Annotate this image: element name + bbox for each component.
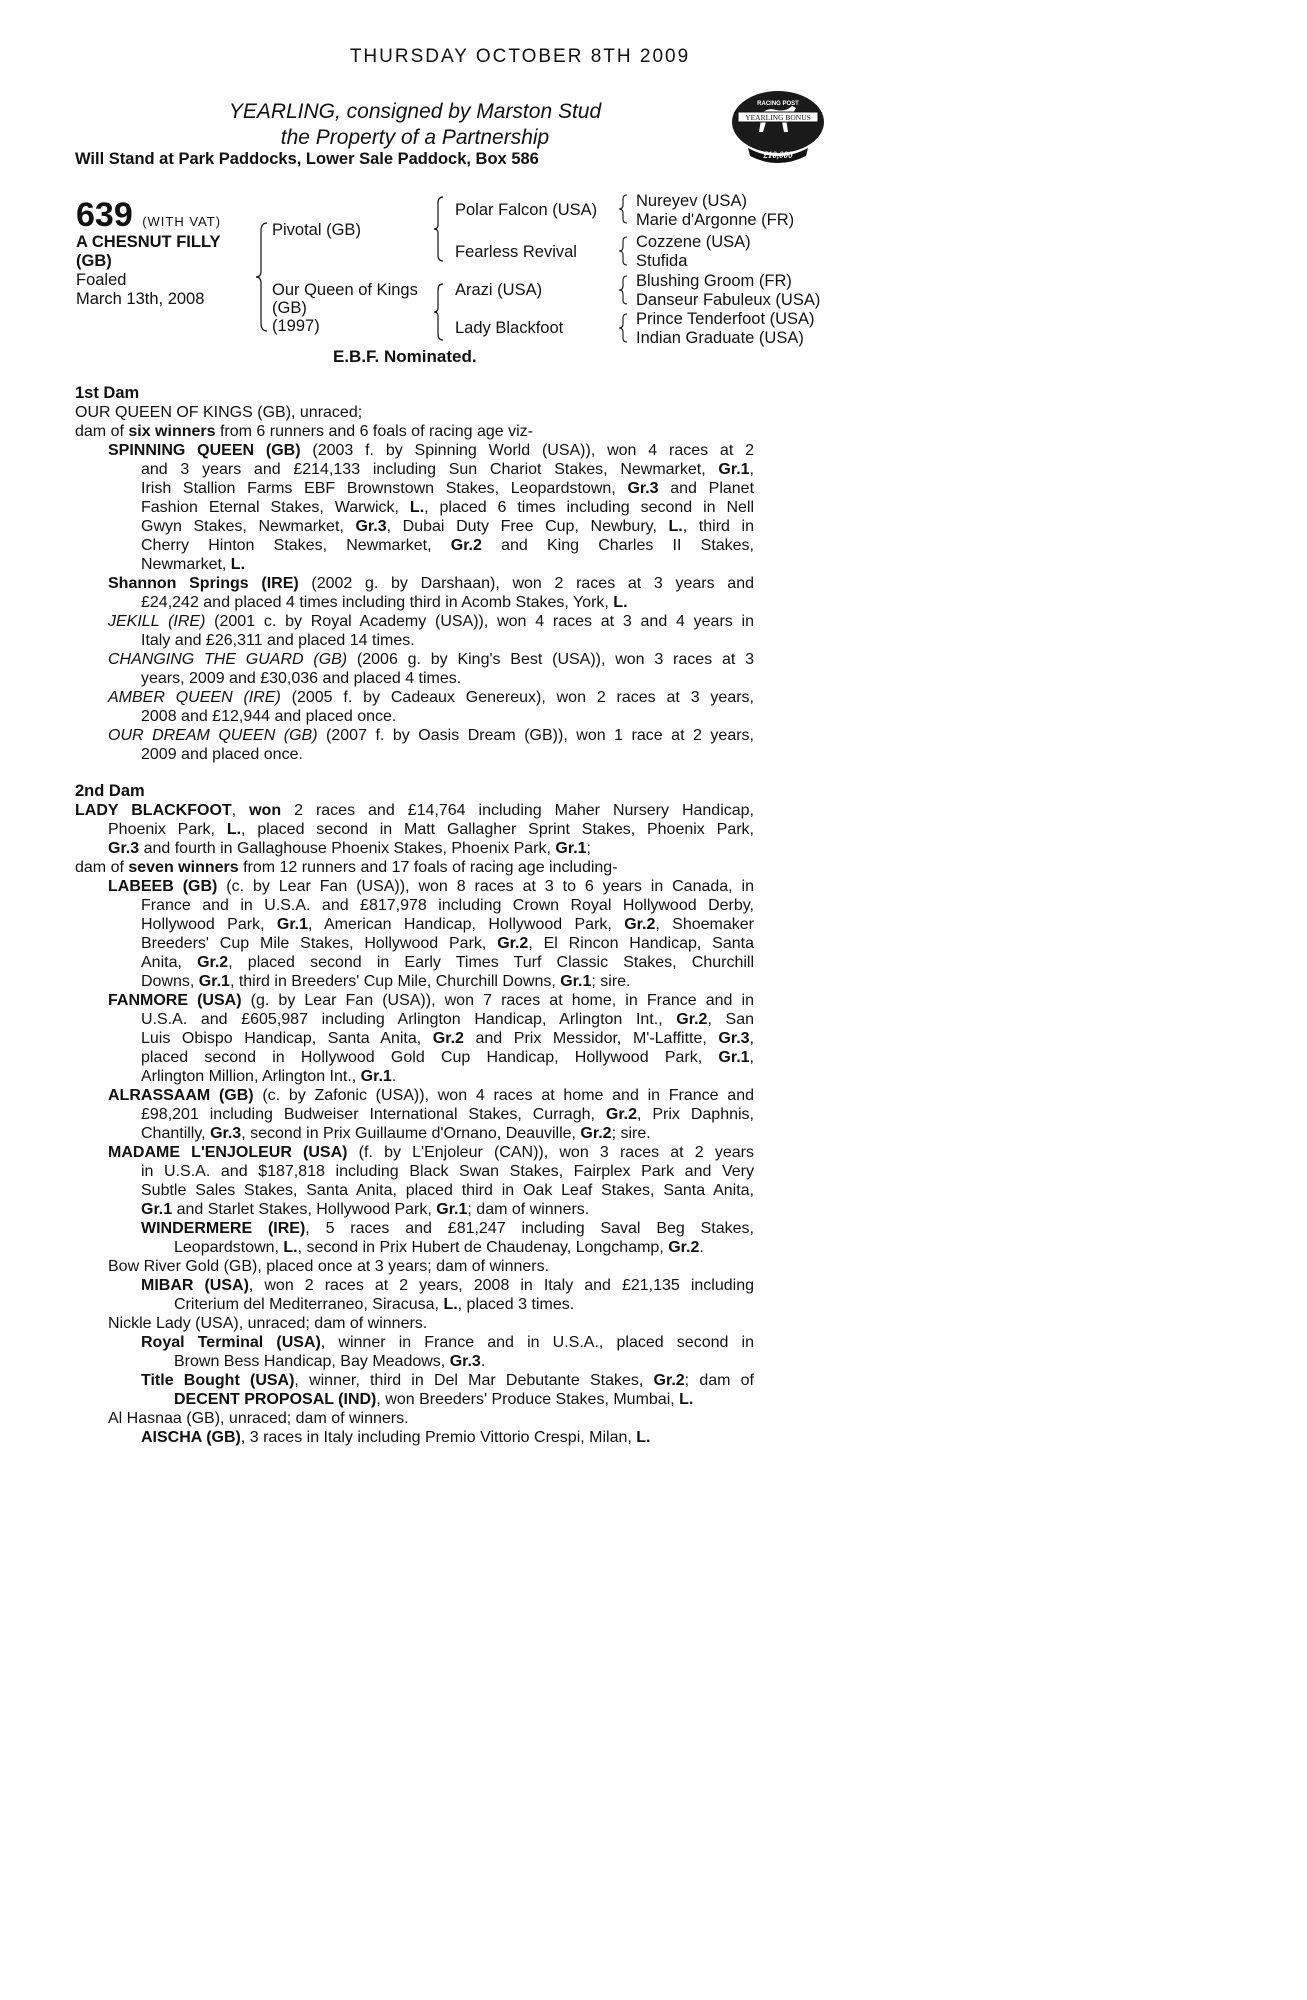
record-line: Chantilly, Gr.3, second in Prix Guillaume d'Ornano, Deauville, Gr.2; sire.: [141, 1125, 651, 1142]
record-line: DECENT PROPOSAL (IND), won Breeders' Produce Stakes, Mumbai, L.: [174, 1391, 694, 1408]
produce-line: £24,242 and placed 4 times including third in Acomb Stakes, York, L.: [141, 594, 628, 611]
record-line: Leopardstown, L., second in Prix Hubert de Chaudenay, Longchamp, Gr.2.: [174, 1239, 704, 1256]
record-line: Phoenix Park, L., placed second in Matt Gallagher Sprint Stakes, Phoenix Park,: [108, 821, 754, 838]
vat-note: (WITH VAT): [142, 214, 222, 229]
produce-line: Newmarket, L.: [141, 556, 246, 573]
sire-dam: Fearless Revival: [455, 243, 577, 261]
badge-middle-text: YEARLING BONUS: [745, 113, 811, 122]
produce-line: Cherry Hinton Stakes, Newmarket, Gr.2 and King Charles II Stakes,: [141, 537, 755, 554]
record-line: U.S.A. and £605,987 including Arlington Handicap, Arlington Int., Gr.2, San: [141, 1011, 755, 1028]
produce-line: OUR DREAM QUEEN (GB) (2007 f. by Oasis Dream (GB)), won 1 race at 2 years,: [108, 727, 755, 744]
record-line: Hollywood Park, Gr.1, American Handicap, Hollywood Park, Gr.2, Shoemaker: [141, 916, 754, 933]
record-line: Title Bought (USA), winner, third in Del Mar Debutante Stakes, Gr.2; dam of: [141, 1372, 754, 1389]
produce-line: years, 2009 and £30,036 and placed 4 times.: [141, 670, 462, 687]
sire: Pivotal (GB): [272, 221, 361, 239]
sale-date: THURSDAY OCTOBER 8TH 2009: [349, 46, 691, 67]
record-line: Bow River Gold (GB), placed once at 3 years; dam of winners.: [108, 1258, 550, 1275]
dam-country: (GB): [272, 299, 307, 317]
record-line: LABEEB (GB) (c. by Lear Fan (USA)), won 8 races at 3 to 6 years in Canada, in: [108, 878, 754, 895]
produce-line: 2009 and placed once.: [141, 746, 303, 763]
first-dam-line: OUR QUEEN OF KINGS (GB), unraced;: [75, 404, 363, 421]
produce-line: Shannon Springs (IRE) (2002 g. by Darshaan), won 2 races at 3 years and: [108, 575, 754, 592]
record-line: WINDERMERE (IRE), 5 races and £81,247 including Saval Beg Stakes,: [141, 1220, 754, 1237]
record-line: placed second in Hollywood Gold Cup Handicap, Hollywood Park, Gr.1,: [141, 1049, 754, 1066]
produce-line: JEKILL (IRE) (2001 c. by Royal Academy (USA)), won 4 races at 3 and 4 years in: [108, 613, 755, 630]
second-dam-heading: 2nd Dam: [75, 782, 145, 800]
record-line: Gr.1 and Starlet Stakes, Hollywood Park, Gr.1; dam of winners.: [141, 1201, 590, 1218]
record-line: Nickle Lady (USA), unraced; dam of winners.: [108, 1315, 428, 1332]
sire-sire: Polar Falcon (USA): [455, 201, 598, 219]
record-line: £98,201 including Budweiser International Stakes, Curragh, Gr.2, Prix Daphnis,: [141, 1106, 754, 1123]
record-line: Breeders' Cup Mile Stakes, Hollywood Park, Gr.2, El Rincon Handicap, Santa: [141, 935, 754, 952]
record-line: in U.S.A. and $187,818 including Black Swan Stakes, Fairplex Park and Very: [141, 1163, 754, 1180]
dam-dam: Lady Blackfoot: [455, 319, 564, 337]
record-line: Arlington Million, Arlington Int., Gr.1.: [141, 1068, 397, 1085]
record-line: AISCHA (GB), 3 races in Italy including Premio Vittorio Crespi, Milan, L.: [141, 1429, 651, 1446]
lot-name: A CHESNUT FILLY: [76, 233, 221, 251]
pedigree-brace-2: [617, 234, 631, 270]
record-line: MADAME L'ENJOLEUR (USA) (f. by L'Enjoleur (CAN)), won 3 races at 2 years: [108, 1144, 754, 1161]
lot-number: 639 (WITH VAT): [76, 196, 222, 234]
dds: Prince Tenderfoot (USA): [636, 310, 815, 328]
consigned-line: YEARLING, consigned by Marston Stud: [228, 100, 602, 123]
first-dam-produce-summary: dam of six winners from 6 runners and 6 foals of racing age viz-: [75, 423, 534, 440]
ddd: Indian Graduate (USA): [636, 329, 804, 347]
lot-name-suffix: (GB): [76, 252, 112, 270]
produce-line: Irish Stallion Farms EBF Brownstown Stakes, Leopardstown, Gr.3 and Planet: [141, 480, 755, 497]
record-line: Downs, Gr.1, third in Breeders' Cup Mile, Churchill Downs, Gr.1; sire.: [141, 973, 631, 990]
produce-line: AMBER QUEEN (IRE) (2005 f. by Cadeaux Genereux), won 2 races at 3 years,: [108, 689, 755, 706]
ebf-note: E.B.F. Nominated.: [333, 347, 477, 366]
pedigree-brace-dam: [432, 280, 448, 344]
produce-line: 2008 and £12,944 and placed once.: [141, 708, 397, 725]
record-line: Criterium del Mediterraneo, Siracusa, L., placed 3 times.: [174, 1296, 575, 1313]
sss: Nureyev (USA): [636, 192, 747, 210]
dam-year: (1997): [272, 317, 320, 335]
record-line: Gr.3 and fourth in Gallaghouse Phoenix Stakes, Phoenix Park, Gr.1;: [108, 840, 591, 857]
record-line: Brown Bess Handicap, Bay Meadows, Gr.3.: [174, 1353, 486, 1370]
record-line: Luis Obispo Handicap, Santa Anita, Gr.2 and Prix Messidor, M'-Laffitte, Gr.3,: [141, 1030, 754, 1047]
property-line: the Property of a Partnership: [280, 126, 550, 149]
will-stand-line: Will Stand at Park Paddocks, Lower Sale Paddock, Box 586: [75, 150, 539, 168]
yearling-bonus-badge: [730, 90, 826, 166]
produce-line: SPINNING QUEEN (GB) (2003 f. by Spinning World (USA)), won 4 races at 2: [108, 442, 754, 459]
record-line: Royal Terminal (USA), winner in France and in U.S.A., placed second in: [141, 1334, 754, 1351]
record-line: FANMORE (USA) (g. by Lear Fan (USA)), won 7 races at home, in France and in: [108, 992, 755, 1009]
record-line: dam of seven winners from 12 runners and 17 foals of racing age including-: [75, 859, 618, 876]
first-dam-heading: 1st Dam: [75, 384, 140, 402]
pedigree-brace-sire: [432, 193, 448, 265]
dam-name: Our Queen of Kings: [272, 281, 418, 299]
produce-line: Gwyn Stakes, Newmarket, Gr.3, Dubai Duty Free Cup, Newbury, L., third in: [141, 518, 754, 535]
record-line: LADY BLACKFOOT, won 2 races and £14,764 including Maher Nursery Handicap,: [75, 802, 754, 819]
produce-line: Italy and £26,311 and placed 14 times.: [141, 632, 415, 649]
badge-amount: £10,000: [763, 150, 793, 160]
pedigree-brace-1: [617, 192, 631, 228]
pedigree-brace-3: [617, 273, 631, 309]
ssd: Marie d'Argonne (FR): [636, 211, 795, 229]
produce-line: and 3 years and £214,133 including Sun Chariot Stakes, Newmarket, Gr.1,: [141, 461, 754, 478]
dsd: Danseur Fabuleux (USA): [636, 291, 821, 309]
pedigree-brace-4: [617, 311, 631, 347]
foaled-date: March 13th, 2008: [76, 290, 205, 308]
badge-top-text: RACING POST: [757, 101, 799, 107]
record-line: Anita, Gr.2, placed second in Early Times Turf Classic Stakes, Churchill: [141, 954, 755, 971]
record-line: France and in U.S.A. and £817,978 including Crown Royal Hollywood Derby,: [141, 897, 754, 914]
foaled-label: Foaled: [76, 271, 127, 289]
record-line: ALRASSAAM (GB) (c. by Zafonic (USA)), won 4 races at home and in France and: [108, 1087, 754, 1104]
dam-sire: Arazi (USA): [455, 281, 543, 299]
record-line: MIBAR (USA), won 2 races at 2 years, 2008 in Italy and £21,135 including: [141, 1277, 754, 1294]
dss: Blushing Groom (FR): [636, 272, 792, 290]
sdd: Stufida: [636, 252, 688, 270]
produce-line: Fashion Eternal Stakes, Warwick, L., placed 6 times including second in Nell: [141, 499, 755, 516]
record-line: Subtle Sales Stakes, Santa Anita, placed third in Oak Leaf Stakes, Santa Anita,: [141, 1182, 754, 1199]
record-line: Al Hasnaa (GB), unraced; dam of winners.: [108, 1410, 409, 1427]
produce-line: CHANGING THE GUARD (GB) (2006 g. by King's Best (USA)), won 3 races at 3: [108, 651, 754, 668]
sds: Cozzene (USA): [636, 233, 751, 251]
